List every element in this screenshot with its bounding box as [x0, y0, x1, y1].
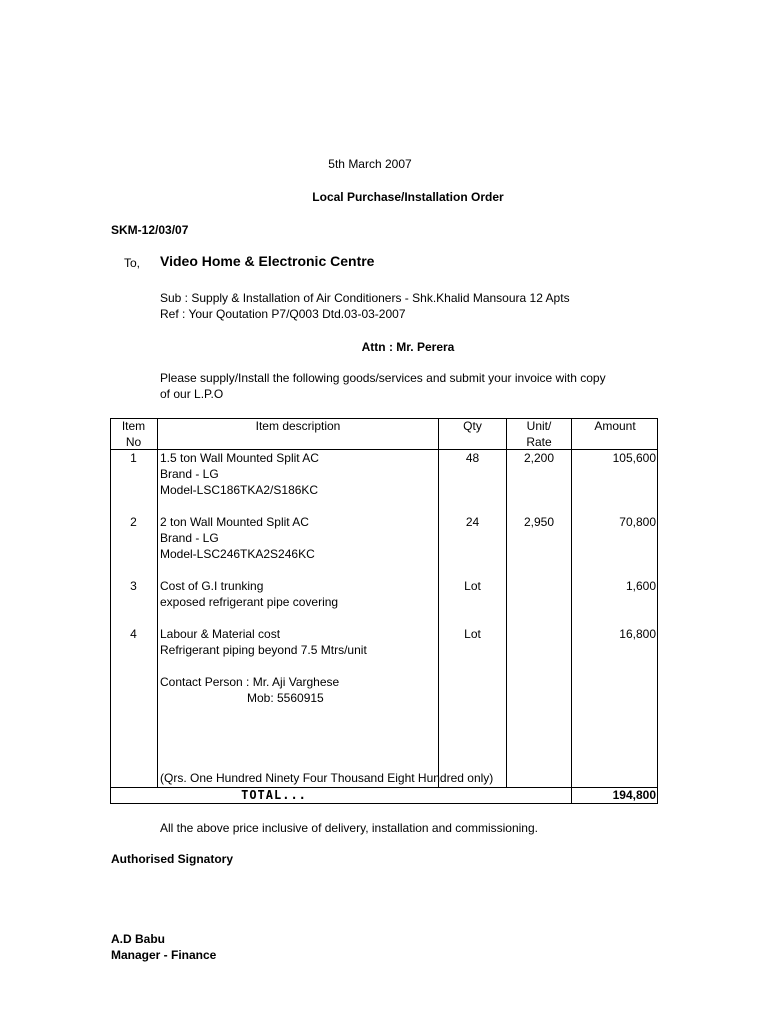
- total-label: TOTAL...: [241, 788, 307, 802]
- order-reference-number: SKM-12/03/07: [111, 223, 189, 237]
- header-qty: Qty: [463, 419, 482, 433]
- row-description-line: 1.5 ton Wall Mounted Split AC: [160, 451, 319, 465]
- header-amount: Amount: [594, 419, 636, 433]
- column-divider: [506, 418, 507, 787]
- row-description-line: Refrigerant piping beyond 7.5 Mtrs/unit: [160, 643, 367, 657]
- amount-in-words: (Qrs. One Hundred Ninety Four Thousand Eight Hundred only): [160, 771, 494, 785]
- signatory-title: Manager - Finance: [111, 948, 217, 962]
- header-item-no-line1: Item: [121, 419, 146, 433]
- column-divider: [157, 418, 158, 787]
- signatory-name: A.D Babu: [111, 932, 165, 946]
- row-description-line: Labour & Material cost: [160, 627, 281, 641]
- row-description-line: Model-LSC186TKA2/S186KC: [160, 483, 319, 497]
- row-description: [160, 514, 315, 562]
- header-item-no-line2: No: [125, 435, 142, 449]
- row-description-line: Cost of G.I trunking: [160, 579, 264, 593]
- row-description: [160, 578, 338, 610]
- contact-person: Contact Person : Mr. Aji Varghese: [160, 675, 340, 689]
- row-rate: 2,200: [523, 451, 555, 465]
- to-label: To,: [124, 256, 141, 270]
- row-qty: Lot: [464, 579, 481, 593]
- row-item-no: 3: [130, 579, 137, 593]
- row-description: [160, 626, 367, 658]
- row-amount: 105,600: [612, 451, 656, 465]
- contact-mobile: Mob: 5560915: [247, 691, 324, 705]
- row-rate: 2,950: [523, 515, 555, 529]
- order-date: 5th March 2007: [328, 157, 412, 171]
- row-description: [160, 450, 319, 498]
- row-description-line: Brand - LG: [160, 467, 219, 481]
- header-rate-line1: Unit/: [526, 419, 552, 433]
- row-description-line: exposed refrigerant pipe covering: [160, 595, 339, 609]
- row-description-line: Model-LSC246TKA2S246KC: [160, 547, 315, 561]
- quotation-reference: Ref : Your Qoutation P7/Q003 Dtd.03-03-2007: [160, 307, 406, 321]
- row-item-no: 4: [130, 627, 137, 641]
- price-note: All the above price inclusive of delivery, installation and commissioning.: [160, 821, 538, 835]
- row-qty: Lot: [464, 627, 481, 641]
- row-description-line: 2 ton Wall Mounted Split AC: [160, 515, 309, 529]
- column-divider: [438, 418, 439, 787]
- request-text-line-2: of our L.P.O: [160, 387, 224, 401]
- column-divider: [571, 418, 572, 804]
- row-qty: 48: [465, 451, 480, 465]
- total-amount: 194,800: [612, 788, 656, 802]
- row-qty: 24: [465, 515, 480, 529]
- row-amount: 70,800: [619, 515, 656, 529]
- subject-line: Sub : Supply & Installation of Air Conditioners - Shk.Khalid Mansoura 12 Apts: [160, 291, 570, 305]
- row-item-no: 1: [130, 451, 137, 465]
- header-item-no: [110, 418, 157, 450]
- header-rate-line2: Rate: [526, 435, 552, 449]
- header-description: Item description: [255, 419, 341, 433]
- vendor-name: Video Home & Electronic Centre: [160, 253, 375, 269]
- row-amount: 16,800: [619, 627, 656, 641]
- row-description-line: Brand - LG: [160, 531, 219, 545]
- request-text-line-1: Please supply/Install the following goods/services and submit your invoice with copy: [160, 371, 606, 385]
- row-amount: 1,600: [625, 579, 656, 593]
- document-title: Local Purchase/Installation Order: [312, 190, 504, 204]
- row-item-no: 2: [130, 515, 137, 529]
- attention-line: Attn : Mr. Perera: [361, 340, 455, 354]
- header-rate: [507, 418, 571, 450]
- authorised-signatory-label: Authorised Signatory: [111, 852, 234, 866]
- order-items-table: [110, 418, 658, 804]
